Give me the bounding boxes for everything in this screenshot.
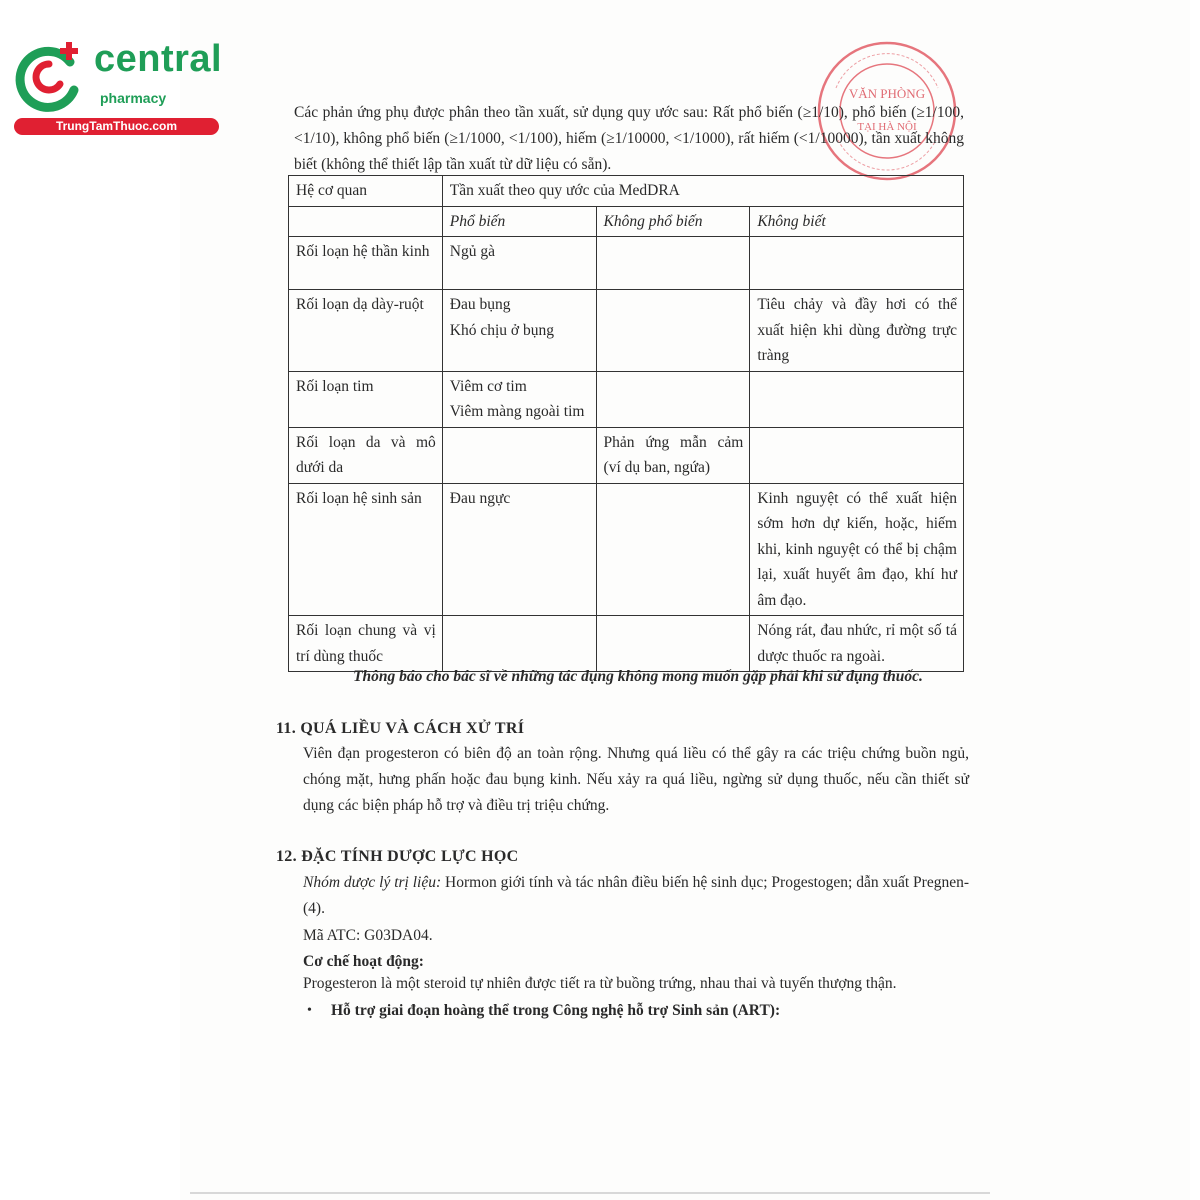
mechanism-heading: Cơ chế hoạt động: (303, 953, 424, 970)
row-common-cell: Đau ngực (442, 483, 596, 616)
row-unknown-cell (750, 237, 964, 290)
table-row (289, 290, 964, 372)
logo-sub-text: pharmacy (100, 90, 167, 106)
pharmacotherapeutic-group (303, 870, 969, 922)
table-subheader-row (289, 206, 964, 237)
frequency-convention-paragraph: Các phản ứng phụ được phân theo tần xuất, sử dụng quy ước sau: Rất phổ biến (≥1/10), phổ biến (≥1/100, <1/10), không phổ biến (≥1/1000, <1/100), hiếm (≥1/10000, <1/1000), rất hiếm (<1/10000), tần xuất không biết (không thể thiết lập tần xuất từ dữ liệu có sẵn). (294, 104, 964, 173)
group-label: Nhóm dược lý trị liệu: (303, 874, 442, 891)
row-common-cell: Ngủ gà (442, 237, 596, 290)
header-organ-system: Hệ cơ quan (289, 176, 443, 207)
bullet-icon: • (307, 1003, 312, 1018)
row-unknown-cell (750, 371, 964, 427)
group-value: Hormon giới tính và tác nhân điều biến hệ sinh dục; Progestogen; dẫn xuất Pregnen-(4). (303, 874, 970, 917)
atc-code: Mã ATC: G03DA04. (303, 927, 433, 944)
stamp-line-1: VĂN PHÒNG (848, 86, 926, 101)
row-unknown-cell: Tiêu chảy và đầy hơi có thể xuất hiện khi dùng đường trực tràng (750, 290, 964, 372)
art-bullet-heading: Hỗ trợ giai đoạn hoàng thể trong Công nghệ hỗ trợ Sinh sản (ART): (331, 1002, 781, 1019)
subheader-empty (289, 206, 443, 237)
central-pharmacy-logo[interactable] (10, 38, 223, 138)
row-uncommon-cell (596, 371, 750, 427)
logo-domain-badge[interactable]: TrungTamThuoc.com (14, 118, 219, 135)
row-system-cell: Rối loạn chung và vị trí dùng thuốc (289, 616, 443, 672)
row-common-cell (442, 427, 596, 483)
header-frequency-group: Tần xuất theo quy ước của MedDRA (442, 176, 963, 207)
stamp-line-3: TẠI HÀ NỘI (857, 121, 917, 133)
row-uncommon-cell (596, 290, 750, 372)
row-system-cell: Rối loạn da và mô dưới da (289, 427, 443, 483)
row-unknown-cell (750, 427, 964, 483)
adverse-effects-table (288, 175, 964, 672)
section-11-body: Viên đạn progesteron có biên độ an toàn rộng. Nhưng quá liều có thể gây ra các triệu chứng buồn ngủ, chóng mặt, hưng phấn hoặc đau bụng kinh. Nếu xảy ra quá liều, ngừng sử dụng thuốc, nếu cần thiết sử dụng các biện pháp hỗ trợ và điều trị triệu chứng. (303, 745, 969, 814)
table-row (289, 427, 964, 483)
row-uncommon-cell (596, 483, 750, 616)
section-12-heading: 12. ĐẶC TÍNH DƯỢC LỰC HỌC (276, 848, 519, 865)
subheader-unknown: Không biết (750, 206, 964, 237)
row-system-cell: Rối loạn hệ thần kinh (289, 237, 443, 290)
row-common-cell: Viêm cơ tim Viêm màng ngoài tim (442, 371, 596, 427)
table-row (289, 237, 964, 290)
pharmacy-cross-icon (10, 38, 88, 116)
row-unknown-cell: Kinh nguyệt có thể xuất hiện sớm hơn dự kiến, hoặc, hiếm khi, kinh nguyệt có thể bị chậm lại, xuất huyết âm đạo, khí hư âm đạo. (750, 483, 964, 616)
table-caption: Thông báo cho bác sĩ về những tác dụng không mong muốn gặp phải khi sử dụng thuốc. (353, 668, 923, 685)
row-uncommon-cell: Phản ứng mẫn cảm (ví dụ ban, ngứa) (596, 427, 750, 483)
row-uncommon-cell (596, 237, 750, 290)
page-bottom-divider (190, 1192, 990, 1194)
subheader-uncommon: Không phổ biến (596, 206, 750, 237)
row-common-cell (442, 616, 596, 672)
subheader-common: Phổ biến (442, 206, 596, 237)
row-system-cell: Rối loạn hệ sinh sản (289, 483, 443, 616)
table-row (289, 616, 964, 672)
table-header-row (289, 176, 964, 207)
row-system-cell: Rối loạn dạ dày-ruột (289, 290, 443, 372)
row-system-cell: Rối loạn tim (289, 371, 443, 427)
section-11-heading: 11. QUÁ LIỀU VÀ CÁCH XỬ TRÍ (276, 720, 525, 737)
row-common-cell: Đau bụng Khó chịu ở bụng (442, 290, 596, 372)
table-row (289, 371, 964, 427)
table-row (289, 483, 964, 616)
row-uncommon-cell (596, 616, 750, 672)
mechanism-body: Progesteron là một steroid tự nhiên được tiết ra từ buồng trứng, nhau thai và tuyến thượng thận. (303, 975, 897, 992)
logo-brand-text: central (94, 38, 223, 80)
row-unknown-cell: Nóng rát, đau nhức, rỉ một số tá dược thuốc ra ngoài. (750, 616, 964, 672)
